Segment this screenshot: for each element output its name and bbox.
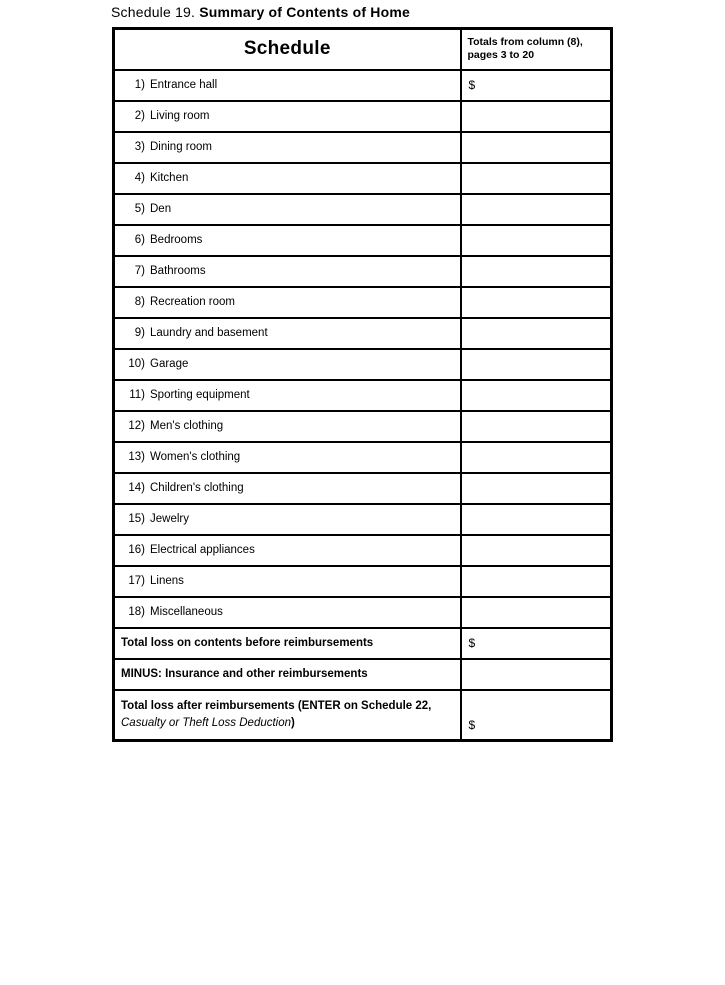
- row-label-cell: [114, 349, 461, 380]
- table-row: [114, 504, 612, 535]
- row-label: Children's clothing: [150, 482, 244, 494]
- row-amount-cell: [461, 504, 612, 535]
- row-amount-cell: [461, 132, 612, 163]
- minus-reimbursements-row: [114, 659, 612, 690]
- row-label: Linens: [150, 575, 184, 587]
- total-loss-before-row: [114, 628, 612, 659]
- row-number: 10): [128, 358, 145, 370]
- table-row: [114, 535, 612, 566]
- row-number: 15): [128, 513, 145, 525]
- row-label: Dining room: [150, 141, 212, 153]
- row-label-cell: [114, 411, 461, 442]
- column-header-schedule: Schedule: [114, 29, 461, 70]
- row-label-cell: [114, 597, 461, 628]
- total-loss-after-label-close: ): [291, 716, 295, 729]
- row-label: Men's clothing: [150, 420, 224, 432]
- row-number: 3): [134, 141, 145, 153]
- row-label-cell: [114, 566, 461, 597]
- summary-table: [112, 27, 613, 742]
- row-label-cell: [114, 287, 461, 318]
- row-label-cell: [114, 442, 461, 473]
- table-row: [114, 225, 612, 256]
- total-loss-after-row: [114, 690, 612, 741]
- page-title-prefix: Schedule 19.: [111, 4, 200, 20]
- row-label-cell: [114, 132, 461, 163]
- row-label-cell: [114, 70, 461, 101]
- row-number: 16): [128, 544, 145, 556]
- row-amount-cell: [461, 318, 612, 349]
- row-number: 1): [134, 79, 145, 91]
- table-row: [114, 101, 612, 132]
- table-row: [114, 256, 612, 287]
- row-amount-cell: [461, 101, 612, 132]
- row-label: Miscellaneous: [150, 606, 223, 618]
- row-label-cell: [114, 163, 461, 194]
- row-label: Bathrooms: [150, 265, 206, 277]
- total-loss-after-label-italic: Casualty or Theft Loss Deduction: [121, 716, 292, 729]
- row-amount-cell: [461, 256, 612, 287]
- row-number: 6): [134, 234, 145, 246]
- column-header-totals: Totals from column (8), pages 3 to 20: [461, 29, 612, 70]
- table-row: [114, 70, 612, 101]
- page-title: [111, 4, 410, 20]
- row-label: Women's clothing: [150, 451, 241, 463]
- table-row: [114, 411, 612, 442]
- row-label-cell: [114, 225, 461, 256]
- row-number: 5): [134, 203, 145, 215]
- row-amount-cell: [461, 535, 612, 566]
- row-label-cell: [114, 256, 461, 287]
- page-title-main: Summary of Contents of Home: [199, 4, 410, 20]
- row-amount-cell: [461, 380, 612, 411]
- minus-reimbursements-label: MINUS: Insurance and other reimbursements: [114, 659, 461, 690]
- table-row: [114, 566, 612, 597]
- total-loss-after-amount: $: [461, 690, 612, 741]
- table-row: [114, 380, 612, 411]
- row-label-cell: [114, 380, 461, 411]
- table-row: [114, 473, 612, 504]
- row-amount-cell: [461, 194, 612, 225]
- row-label-cell: [114, 473, 461, 504]
- row-amount-cell: [461, 597, 612, 628]
- table-row: [114, 349, 612, 380]
- row-label-cell: [114, 318, 461, 349]
- row-number: 8): [134, 296, 145, 308]
- row-label-cell: [114, 504, 461, 535]
- table-row: [114, 163, 612, 194]
- table-row: [114, 597, 612, 628]
- row-amount-cell: [461, 566, 612, 597]
- row-amount-cell: $: [461, 70, 612, 101]
- total-loss-before-label: Total loss on contents before reimbursements: [114, 628, 461, 659]
- header-row: [114, 29, 612, 70]
- table-row: [114, 442, 612, 473]
- row-number: 4): [134, 172, 145, 184]
- table-row: [114, 318, 612, 349]
- row-number: 7): [134, 265, 145, 277]
- total-loss-after-label: [114, 690, 461, 741]
- row-number: 2): [134, 110, 145, 122]
- table-row: [114, 194, 612, 225]
- row-amount-cell: [461, 225, 612, 256]
- row-number: 17): [128, 575, 145, 587]
- row-label: Electrical appliances: [150, 544, 255, 556]
- row-label-cell: [114, 101, 461, 132]
- row-amount-cell: [461, 411, 612, 442]
- row-number: 13): [128, 451, 145, 463]
- total-loss-after-label-bold: Total loss after reimbursements (ENTER on Schedule 22,: [121, 700, 432, 713]
- row-number: 9): [134, 327, 145, 339]
- row-number: 18): [128, 606, 145, 618]
- minus-reimbursements-amount: [461, 659, 612, 690]
- row-amount-cell: [461, 349, 612, 380]
- row-amount-cell: [461, 442, 612, 473]
- row-label-cell: [114, 194, 461, 225]
- row-amount-cell: [461, 473, 612, 504]
- row-label: Bedrooms: [150, 234, 203, 246]
- row-amount-cell: [461, 163, 612, 194]
- row-label: Living room: [150, 110, 210, 122]
- row-number: 11): [129, 389, 145, 401]
- row-label: Entrance hall: [150, 79, 218, 91]
- row-amount-cell: [461, 287, 612, 318]
- row-label: Recreation room: [150, 296, 236, 308]
- total-loss-before-amount: $: [461, 628, 612, 659]
- row-label-cell: [114, 535, 461, 566]
- row-label: Den: [150, 203, 172, 215]
- row-label: Kitchen: [150, 172, 189, 184]
- row-label: Laundry and basement: [150, 327, 268, 339]
- table-row: [114, 287, 612, 318]
- row-label: Jewelry: [150, 513, 189, 525]
- row-label: Sporting equipment: [150, 389, 250, 401]
- row-number: 12): [128, 420, 145, 432]
- row-number: 14): [128, 482, 145, 494]
- row-label: Garage: [150, 358, 189, 370]
- table-row: [114, 132, 612, 163]
